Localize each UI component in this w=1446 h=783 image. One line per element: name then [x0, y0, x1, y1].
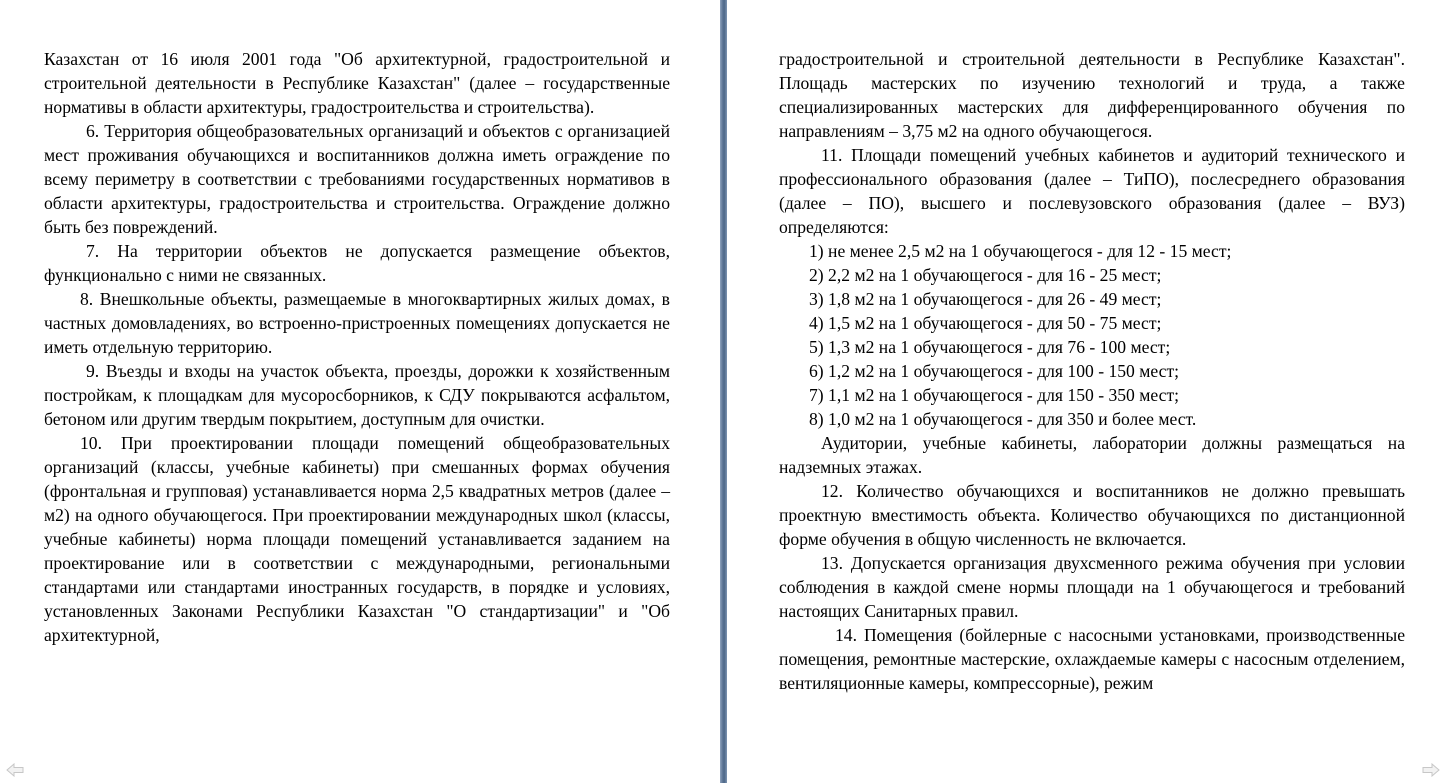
arrow-right-icon[interactable]: [1422, 763, 1440, 777]
arrow-left-icon[interactable]: [6, 763, 24, 777]
right-page-text: [779, 47, 1405, 695]
list-item: 3) 1,8 м2 на 1 обучающегося - для 26 - 49 мест;: [809, 289, 1162, 309]
paragraph-10-continuation: градостроительной и строительной деятельности в Республике Казахстан". Площадь мастерских по изучению технологий и труда, а также специализированных мастерских для дифференцированного обучения по направлениям – 3,75 м2 на одного обучающегося.: [779, 49, 1405, 141]
paragraph-9: 9. Въезды и входы на участок объекта, проезды, дорожки к хозяйственным постройкам, к площадкам для мусоросборников, к СДУ покрываются асфальтом, бетоном или другим твердым покрытием, доступным для очистки.: [44, 361, 670, 429]
list-item: 2) 2,2 м2 на 1 обучающегося - для 16 - 25 мест;: [809, 265, 1162, 285]
right-page: [727, 0, 1446, 783]
list-item: 7) 1,1 м2 на 1 обучающегося - для 150 - 350 мест;: [809, 385, 1180, 405]
list-item: 4) 1,5 м2 на 1 обучающегося - для 50 - 75 мест;: [809, 313, 1162, 333]
left-page-text: [44, 47, 670, 647]
paragraph-6: 6. Территория общеобразовательных организаций и объектов с организацией мест проживания обучающихся и воспитанников должна иметь ограждение по всему периметру в соответствии с требованиями государственных нормативов в области архитектуры, градостроительства и строительства. Ограждение должно быть без повреждений.: [44, 121, 670, 237]
paragraph-13: 13. Допускается организация двухсменного режима обучения при условии соблюдения в каждой смене нормы площади на 1 обучающегося и требований настоящих Санитарных правил.: [779, 553, 1405, 621]
paragraph-continuation: Казахстан от 16 июля 2001 года "Об архитектурной, градостроительной и строительной деятельности в Республике Казахстан" (далее – государственные нормативы в области архитектуры, градостроительства и строительства).: [44, 49, 670, 117]
left-page: [0, 0, 720, 783]
paragraph-8: 8. Внешкольные объекты, размещаемые в многоквартирных жилых домах, в частных домовладениях, во встроенно-пристроенных помещениях допускается не иметь отдельную территорию.: [44, 289, 670, 357]
list-item: 1) не менее 2,5 м2 на 1 обучающегося - для 12 - 15 мест;: [809, 241, 1232, 261]
paragraph-7: 7. На территории объектов не допускается размещение объектов, функционально с ними не связанных.: [44, 241, 670, 285]
list-item: 6) 1,2 м2 на 1 обучающегося - для 100 - 150 мест;: [809, 361, 1180, 381]
paragraph-14: 14. Помещения (бойлерные с насосными установками, производственные помещения, ремонтные мастерские, охлаждаемые камеры с насосным отделением, вентиляционные камеры, компрессорные), режим: [779, 625, 1405, 693]
paragraph-11: 11. Площади помещений учебных кабинетов и аудиторий технического и профессионального образования (далее – ТиПО), послесреднего образования (далее – ПО), высшего и послевузовского образования (далее – ВУЗ) определяются:: [779, 145, 1405, 237]
paragraph-11-note: Аудитории, учебные кабинеты, лаборатории должны размещаться на надземных этажах.: [779, 433, 1405, 477]
list-item: 5) 1,3 м2 на 1 обучающегося - для 76 - 100 мест;: [809, 337, 1171, 357]
paragraph-10: 10. При проектировании площади помещений общеобразовательных организаций (классы, учебные кабинеты) при смешанных формах обучения (фронтальная и групповая) устанавливается норма 2,5 квадратных метров (далее – м2) на одного обучающегося. При проектировании международных школ (классы, учебные кабинеты) норма площади помещений устанавливается заданием на проектирование или в соответствии с международными, региональными стандартами или стандартами иностранных государств, в порядке и условиях, установленных Законами Республики Казахстан "О стандартизации" и "Об архитектурной,: [44, 433, 670, 645]
list-item: 8) 1,0 м2 на 1 обучающегося - для 350 и более мест.: [809, 409, 1197, 429]
page-divider: [720, 0, 727, 783]
paragraph-12: 12. Количество обучающихся и воспитанников не должно превышать проектную вместимость объекта. Количество обучающихся по дистанционной форме обучения в общую численность не включается.: [779, 481, 1405, 549]
